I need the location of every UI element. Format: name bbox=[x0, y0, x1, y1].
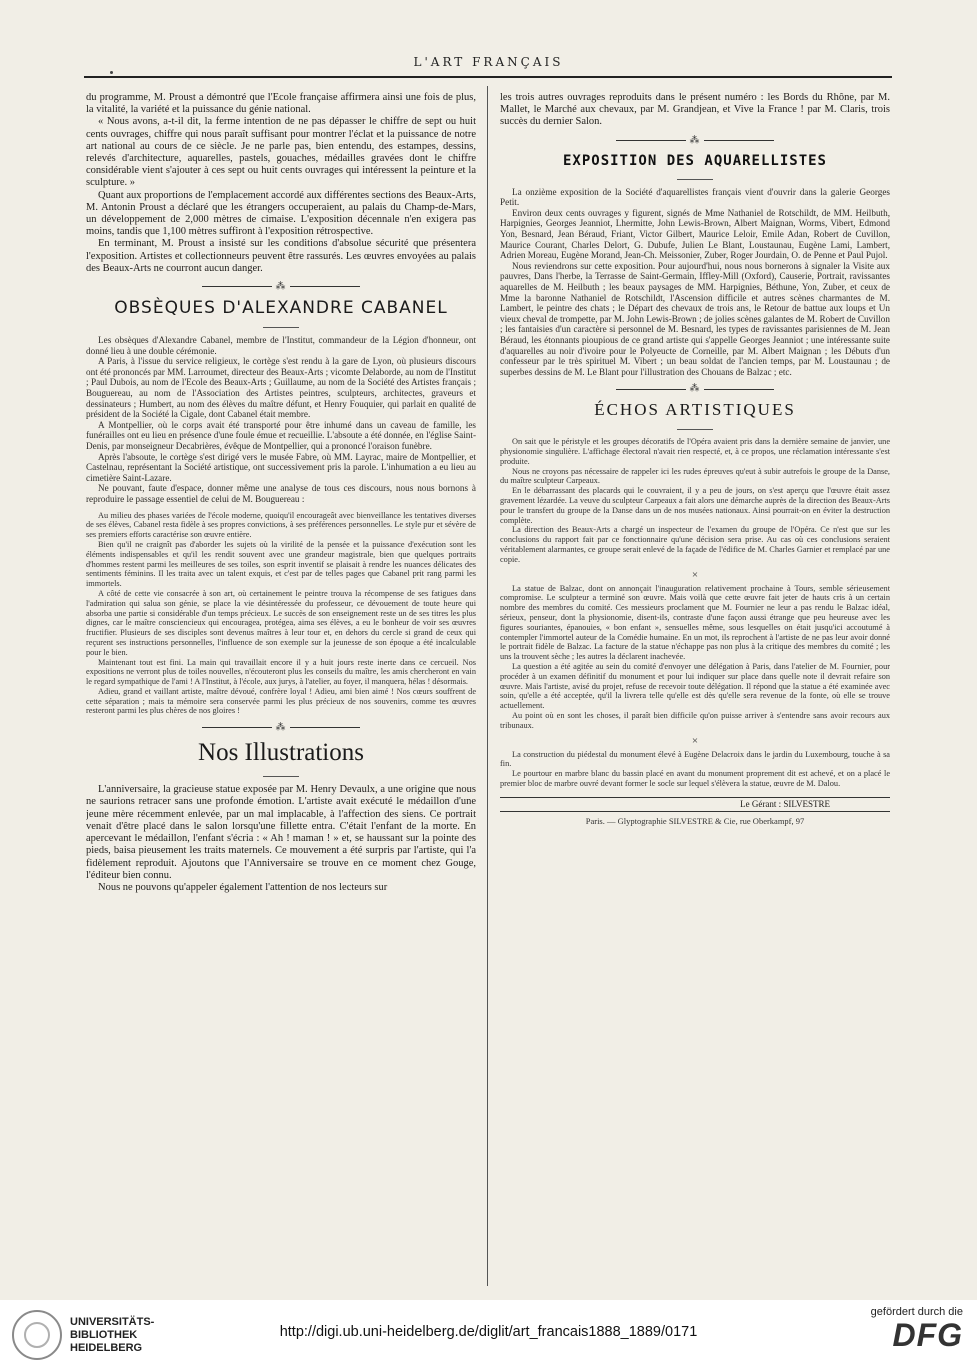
paragraph: La question a été agitée au sein du comité d'envoyer une délégation à Paris, dans l'atelier de M. Fournier, pour procéder à un examen définitif du monument et pour lui indiquer sur place dans quelle note il devrait refaire son œuvre. Mais l'artiste, avisé du projet, refuse de recevoir toute délégation. Il répond que la statue a été examinée avec soin, qu'elle a été acceptée, qu'il la livrera telle qu'elle est dès qu'elle sera revenue de la fonte, où elle se trouve actuellement. bbox=[500, 662, 890, 711]
separator-cross: × bbox=[691, 568, 699, 581]
paragraph: Les obsèques d'Alexandre Cabanel, membre de l'Institut, commandeur de la Légion d'honneur, ont donné lieu à une double cérémonie. bbox=[86, 335, 476, 356]
section-heading-exposition: EXPOSITION DES AQUARELLISTES bbox=[562, 152, 827, 169]
paragraph: L'anniversaire, la gracieuse statue exposée par M. Henry Devaulx, a une origine que nous ne saurions retracer sans une profonde émotion. L'artiste avait exécuté le médaillon d'une jeune mère récemment enlevée, par un mal implacable, à l'affection des siens. Ce portrait venait d'être placé dans le salon lorsqu'une fillette entra. C'était l'enfant de la morte. En apercevant le médaillon, l'enfant s'écria : « Ah ! maman ! » et, se haussant sur la pointe des pieds, baisa pieusement les traits maternels. Ce mouvement a été surpris par l'artiste, qui l'a fidèlement reproduit. Ajoutons que l'Anniversaire se trouve en ce moment chez Gouge, l'éditeur bien connu. bbox=[86, 784, 476, 881]
paragraph: La direction des Beaux-Arts a chargé un inspecteur de l'examen du groupe de l'Opéra. Ce n'est que sur les conclusions du rapport fait par ce fonctionnaire qu'une décision sera prise. Au cas où ces conclusions seraient véritablement alarmantes, ce groupe serait enlevé de la façade de l'édifice de M. Charles Garnier et remplacé par une copie. bbox=[500, 525, 890, 564]
quote-paragraph: A côté de cette vie consacrée à son art, où certainement le peintre trouva la récompense de ses fatigues dans l'admiration qui salua son génie, se place la vie désintéressée du professeur, ce dévouement de toute heure qui absorba une partie si considérable d'un temps précieux. Le succès de son enseignement reste un de ses titres les plus dignes, car le maître consciencieux qui encourageа, protégea, aima ses élèves, a eu le bonheur de voir ses œuvres fructifier. Plusieurs de ses disciples sont devenus maîtres à leur tour et, en dehors du cercle si grand de ceux qui reçurent ses instructions personnelles, l'influence de son exemple sur la jeunesse de son époque a été incalculable pour le bien. bbox=[86, 588, 476, 657]
section-heading-nos-illustrations: Nos Illustrations bbox=[198, 739, 364, 767]
separator-cross: × bbox=[691, 734, 699, 747]
source-url-link[interactable]: http://digi.ub.uni-heidelberg.de/diglit/art_francais1888_1889/0171 bbox=[279, 1324, 698, 1340]
squiggle-divider bbox=[86, 770, 476, 778]
paragraph: du programme, M. Proust a démontré que l'Ecole française affirmera ainsi une fois de plus, la vitalité, la variété et la puissance du génie national. bbox=[86, 92, 476, 116]
paragraph: Le pourtour en marbre blanc du bassin placé en avant du monument proprement dit est achevé, et on a placé le premier bloc de marbre ouvré devant former le socle sur lequel s'élèvera la statue, œuvre de M. Dalou. bbox=[500, 769, 890, 788]
paragraph: Environ deux cents ouvrages y figurent, signés de Mme Nathaniel de Rotschildt, de MM. Heilbuth, Harpignies, Georges Jeanniot, Lhermitte, John Lewis-Brown, Albert Maignan, Worms, Vibert, Edmond Yon, Besnard, Jean Béraud, Friant, Victor Gilbert, Maurice Leloir, Emile Adan, Robert de Cuvillon, Maurice Courant, Charles Delort, G. Dubufe, Julien Le Blant, Loustaunau, Eugène Lami, Lambert, Adrien Moreau, Eugène Morand, Jean-Ch. Meissonier, Zuber, Roger Jourdain, O. de Penne et Paul Pujol. bbox=[500, 207, 890, 261]
squiggle-divider bbox=[500, 423, 890, 431]
paragraph: les trois autres ouvrages reproduits dans le présent numéro : les Bords du Rhône, par M. Mallet, le Marché aux chevaux, par M. Grandjean, et Vive la France ! par M. Claris, trois succès du dernier Salon. bbox=[500, 92, 890, 128]
library-name: UNIVERSITÄTS- BIBLIOTHEK HEIDELBERG bbox=[70, 1315, 155, 1354]
funding-logo[interactable] bbox=[871, 1306, 963, 1352]
quote-paragraph: Au milieu des phases variées de l'école moderne, quoiqu'il encourageât avec bienveillance les tentatives diverses de ses élèves, Cabanel resta fidèle à ses propres convictions, à ses préférences personnelles. Le style pur et sévère de ses premiers efforts caractérise son œuvre entière. bbox=[86, 510, 476, 540]
paragraph: La construction du piédestal du monument élevé à Eugène Delacroix dans le jardin du Luxembourg, touche à sa fin. bbox=[500, 749, 890, 769]
page-masthead: L'ART FRANÇAIS bbox=[413, 55, 564, 69]
gerant-box bbox=[500, 797, 890, 812]
paragraph: Ne pouvant, faute d'espace, donner même une analyse de tous ces discours, nous nous bornons à reproduire le passage essentiel de celui de M. Bouguereau : bbox=[86, 483, 476, 504]
paragraph: En le débarrassant des placards qui le couvraient, il y a peu de jours, on s'est aperçu que l'œuvre était assez gravement lézardée. La veuve du sculpteur Carpeaux a fait alors une démarche auprès de la direction des Beaux-Arts pour le transfert du groupe de la Danse dans un de nos musées nationaux. Ainsi pourrait-on en éviter la destruction complète. bbox=[500, 486, 890, 525]
left-column bbox=[86, 92, 476, 894]
paragraph: Nous reviendrons sur cette exposition. Pour aujourd'hui, nous nous bornerons à signaler la Visite aux pauvres, Dans l'herbe, la Terrasse de Saint-Germain, Iffley-Mill (Oxford), Causerie, Portrait, ravissantes aquarelles de M. Heilbuth ; les beaux paysages de MM. Harpignies, Béthune, Yon, Zuber, et ceux de Mme la baronne Nathaniel de Rotschildt, l'Ascension difficile et autres scènes charmantes de M. Lambert, le peintre des chats ; le Départ des chevaux de trois ans, le Retour de battue aux loups et Un vieux cheval de trompette, par M. John Lewis-Brown ; de jolies scènes galantes de M. Robert de Cuvillon ; les fantaisies d'un caractère si personnel de M. Besnard, les types de ravissantes parisiennes de M. Jean Béraud, les étonnants pioupious de ce grand artiste qui s'appelle Georges Jeanniot ; une intéressante suite d'aquarelles au noir d'ivoire pour le Polyeucte de Corneille, par M. Albert Maignan ; les Débuts d'un confesseur par le très spirituel M. Vibert ; un beau soldat de l'ancien temps, par M. Loustaunau ; de superbes dessins de M. Le Blant pour l'illustration des Chouans de Balzac ; etc. bbox=[500, 260, 890, 377]
column-divider bbox=[487, 86, 488, 1286]
paragraph: A Montpellier, où le corps avait été transporté pour être inhumé dans un caveau de famille, les funérailles ont eu lieu en présence d'une foule émue et recueillie. L'absoute a été donnée, en l'église Saint-Denis, par monseigneur Decabrières, évêque de Montpellier, qui a prononcé l'oraison funèbre. bbox=[86, 419, 476, 451]
paragraph: « Nous avons, a-t-il dit, la ferme intention de ne pas dépasser le chiffre de sept ou huit cents ouvrages, chiffre qui nous paraît suffisant pour montrer l'éclat et la puissance de notre art national au cours de ce siècle. Je ne parle pas, bien entendu, des estampes, dessins, relevés d'architecture, aquarelles, pastels, gouaches, médailles gravées dont le chiffre considérable vient s'ajouter à ces sept ou huit cents ouvrages qui intéressent la peinture et la sculpture. » bbox=[86, 116, 476, 189]
paragraph: A Paris, à l'issue du service religieux, le cortège s'est rendu à la gare de Lyon, où plusieurs discours ont été prononcés par MM. Larroumet, directeur des Beaux-Arts ; vicomte Delaborde, au nom de l'Institut ; Paul Dubois, au nom de l'Ecole des Beaux-Arts ; Guillaume, au nom de la Société des Artistes français ; Bouguereau, au nom de l'Association des Artistes peintres, sculpteurs, architectes, graveurs et dessinateurs ; Humbert, au nom des élèves du maître défunt, et Henry Fouquier, qui parlait en qualité de président de la Société la Cigale, dont Cabanel était membre. bbox=[86, 356, 476, 420]
quote-paragraph: Adieu, grand et vaillant artiste, maître dévoué, confrère loyal ! Adieu, ami bien aimé ! Nos cœurs souffrent de cette séparation ; mais ta mémoire sera conservée parmi les plus précieux de nos souvenirs, comme tes œuvres resteront parmi les plus chères de nos gloires ! bbox=[86, 686, 476, 716]
squiggle-divider bbox=[86, 321, 476, 329]
printer-imprint: Paris. — Glyptographie SILVESTRE & Cie, rue Oberkampf, 97 bbox=[585, 815, 805, 826]
funding-caption: gefördert durch die bbox=[870, 1306, 963, 1318]
paragraph: Nous ne pouvons qu'appeler également l'attention de nos lecteurs sur bbox=[98, 881, 388, 893]
squiggle-divider bbox=[500, 173, 890, 181]
ornament-divider: ⁂ bbox=[86, 281, 476, 293]
header-rule bbox=[84, 76, 892, 78]
paragraph: La statue de Balzac, dont on annonçait l'inauguration relativement prochaine à Tours, semble sérieusement compromise. Le sculpteur a terminé son œuvre. Mais voilà que cette œuvre fait jeter de hauts cris à un certain nombre des membres du comité. Ces messieurs proclament que M. Fournier ne leur a pas rendu le Balzac idéal, sérieux, penseur, dont la physionomie, disent-ils, contraste d'une façon aussi étrange que peu heureuse avec les figures souriantes, épanouies, « bon enfant », sensuelles même, sous lesquelles on était jusqu'ici accoutumé à contempler l'immortel auteur de la Comédie humaine. En un mot, ils reprochent à l'artiste de ne pas leur avoir donné le portrait fidèle de Balzac. La facture de la statue n'échappe pas non plus à la critique des membres du comité ; les uns la trouvent sèche ; les autres la déclarent inachevée. bbox=[500, 583, 890, 662]
quote-paragraph: Maintenant tout est fini. La main qui travaillait encore il y a huit jours reste inerte dans ce cercueil. Nos expositions ne verront plus de toiles nouvelles, n'écouteront plus les conseils du maître, les amis chercheront en vain le regard sympathique de l'ami ! A l'Institut, à l'école, aux jurys, à l'atelier, au foyer, il manquera, hélas ! désormais. bbox=[86, 657, 476, 687]
section-heading-obseques: OBSÈQUES D'ALEXANDRE CABANEL bbox=[114, 298, 448, 319]
paragraph: On sait que le péristyle et les groupes décoratifs de l'Opéra avaient pris dans la dernière semaine de janvier, une physionomie singulière. L'affichage électoral n'avait rien respecté, et, à ce propos, une réclamation intéressante s'est produite. bbox=[500, 437, 890, 466]
right-column bbox=[500, 92, 890, 827]
ornament-divider: ⁂ bbox=[500, 383, 890, 395]
paragraph: Au point où en sont les choses, il paraît bien difficile qu'on puisse arriver à s'entendre sans avoir recours aux tribunaux. bbox=[500, 711, 890, 730]
paragraph: Nous ne croyons pas nécessaire de rappeler ici les rudes épreuves qu'eut à subir autrefois le groupe de la Danse, du maître sculpteur Carpeaux. bbox=[500, 466, 890, 486]
dfg-logo: DFG bbox=[892, 1317, 963, 1353]
section-heading-echos: ÉCHOS ARTISTIQUES bbox=[594, 400, 796, 420]
paragraph: Après l'absoute, le cortège s'est dirigé vers le musée Fabre, où MM. Layrac, maire de Montpellier, et Castelnau, représentant la Société artistique, ont successivement pris la parole. L'inhumation a eu lieu au cimetière Saint-Lazare. bbox=[86, 451, 476, 483]
print-mark bbox=[110, 71, 113, 74]
viewer-footer bbox=[0, 1300, 977, 1371]
paragraph: En terminant, M. Proust a insisté sur les conditions d'absolue sécurité que présentera l'exposition. Artistes et collectionneurs peuvent être rassurés. Les œuvres envoyées au palais des Beaux-Arts ne courront aucun danger. bbox=[86, 238, 476, 274]
paragraph: Quant aux proportions de l'emplacement accordé aux différentes sections des Beaux-Arts, M. Antonin Proust a déclaré que les étrangers occuperaient, au palais du Champ-de-Mars, un développement de 2,000 mètres de cimaise. L'exposition décennale n'en exigera pas moins, tandis que 1,100 mètres suffiront à l'exposition rétrospective. bbox=[86, 189, 476, 238]
quote-paragraph: Bien qu'il ne craignît pas d'aborder les sujets où la virilité de la pensée et la puissance d'exécution sont les éléments indispensables et qu'il les rendit souvent avec une grandeur magistrale, bien que quelques portraits d'hommes restent parmi les meilleures de ses toiles, son esprit inventif se plaisait à rendre les nuances délicates des sentiments féminins. Il les traita avec un talent exquis, et c'est par de telles pages que Cabanel prit rang parmi les immortels. bbox=[86, 539, 476, 589]
paragraph: La onzième exposition de la Société d'aquarellistes français vient d'ouvrir dans la galerie Georges Petit. bbox=[500, 186, 890, 208]
ornament-divider: ⁂ bbox=[86, 722, 476, 734]
gerant-line: Le Gérant : SILVESTRE bbox=[740, 798, 830, 809]
ornament-divider: ⁂ bbox=[500, 135, 890, 147]
